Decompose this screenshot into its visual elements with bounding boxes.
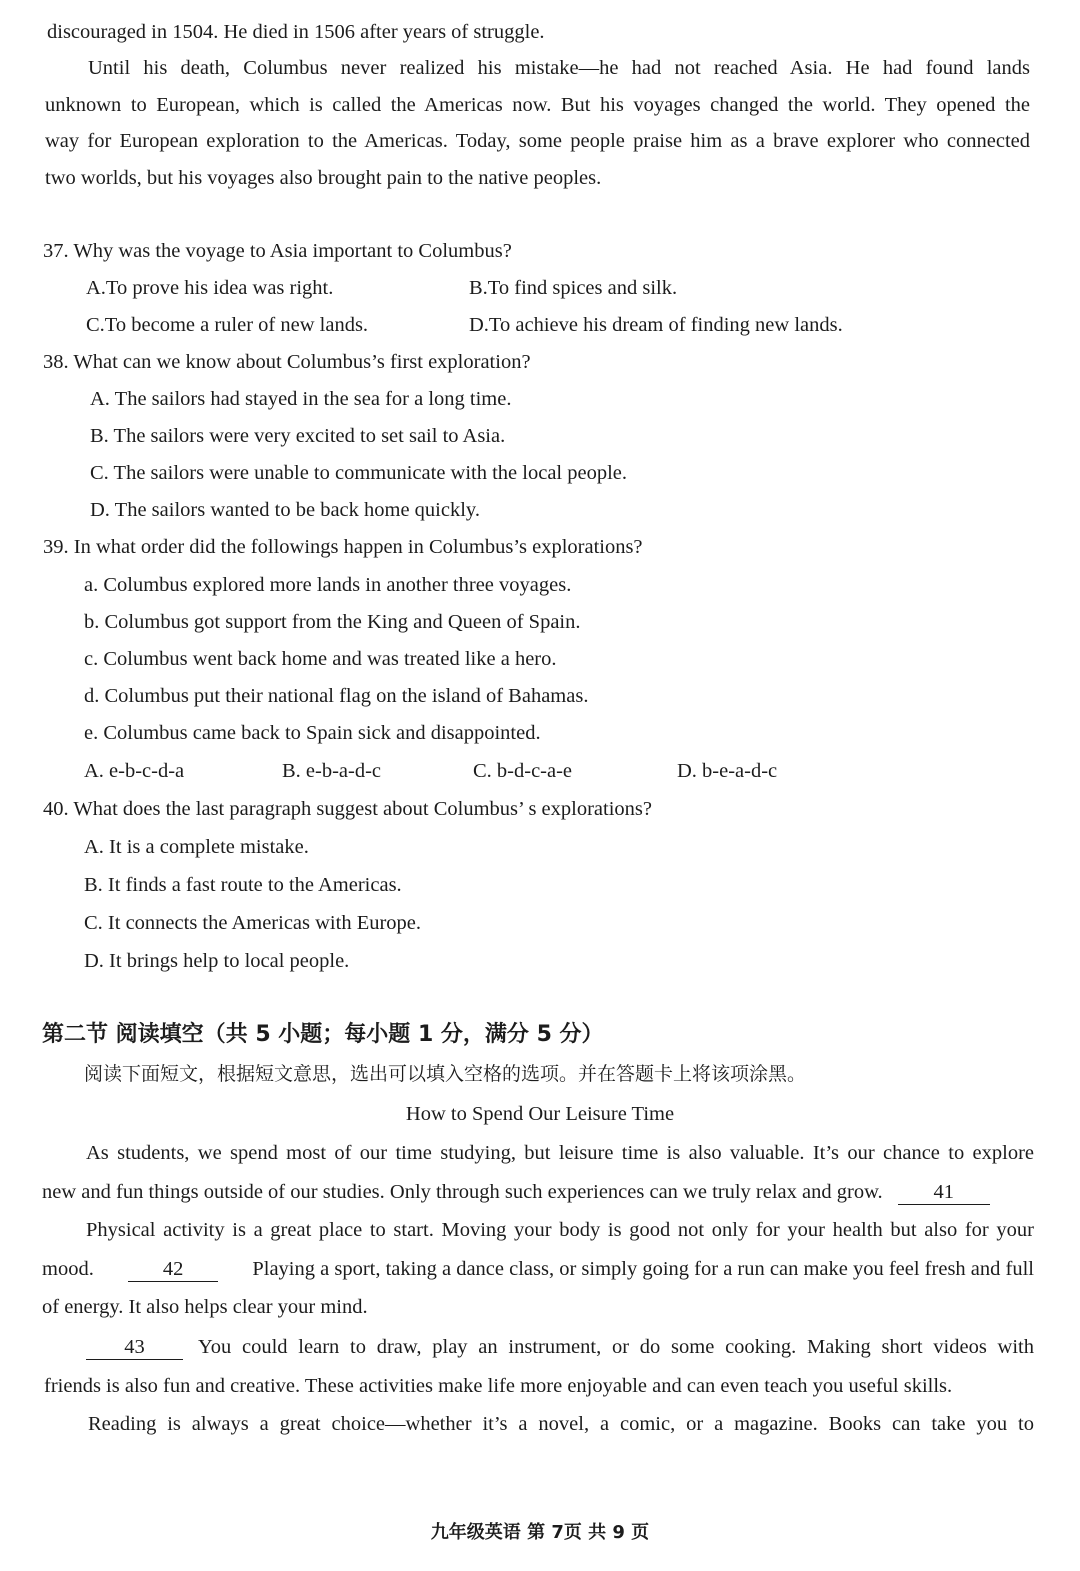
- section-instruction: 阅读下面短文，根据短文意思，选出可以填入空格的选项。并在答题卡上将该项涂黑。: [84, 1063, 807, 1085]
- passage-line: [42, 1259, 1034, 1282]
- passage-line: [42, 1182, 990, 1205]
- option-39-a: A. e-b-c-d-a: [84, 760, 185, 782]
- passage-text: mood.: [42, 1258, 94, 1280]
- option-39-d: D. b-e-a-d-c: [677, 760, 778, 782]
- passage-line: unknown to European, which is called the Americas now. But his voyages changed the world. They opened the: [45, 94, 1030, 116]
- option-40-a: A. It is a complete mistake.: [84, 836, 309, 858]
- passage-line: As students, we spend most of our time studying, but leisure time is also valuable. It’s our chance to explore: [86, 1142, 1034, 1164]
- option-38-a: A. The sailors had stayed in the sea for a long time.: [90, 388, 512, 410]
- passage-line: way for European exploration to the Americas. Today, some people praise him as a brave explorer who connected: [45, 130, 1030, 152]
- passage-text: Playing a sport, taking a dance class, or simply going for a run can make you feel fresh and full: [252, 1258, 1034, 1280]
- blank-41: 41: [898, 1182, 990, 1205]
- option-37-a: A.To prove his idea was right.: [86, 277, 334, 299]
- event-a: a. Columbus explored more lands in another three voyages.: [84, 574, 572, 596]
- event-c: c. Columbus went back home and was treated like a hero.: [84, 648, 557, 670]
- option-37-b: B.To find spices and silk.: [469, 277, 678, 299]
- option-39-b: B. e-b-a-d-c: [282, 760, 382, 782]
- question-38-stem: 38. What can we know about Columbus’s first exploration?: [43, 351, 531, 373]
- passage-line: Reading is always a great choice—whether it’s a novel, a comic, or a magazine. Books can take you to: [88, 1413, 1034, 1435]
- option-40-b: B. It finds a fast route to the Americas.: [84, 874, 402, 896]
- option-37-d: D.To achieve his dream of finding new lands.: [469, 314, 843, 336]
- event-e: e. Columbus came back to Spain sick and disappointed.: [84, 722, 541, 744]
- passage-line: Physical activity is a great place to start. Moving your body is good not only for your health but also for your: [86, 1219, 1034, 1241]
- option-38-b: B. The sailors were very excited to set sail to Asia.: [90, 425, 506, 447]
- option-37-c: C.To become a ruler of new lands.: [86, 314, 369, 336]
- passage-text: You could learn to draw, play an instrument, or do some cooking. Making short videos with: [198, 1336, 1034, 1358]
- blank-43: 43: [86, 1337, 183, 1360]
- option-40-c: C. It connects the Americas with Europe.: [84, 912, 422, 934]
- passage-line: discouraged in 1504. He died in 1506 after years of struggle.: [47, 21, 545, 43]
- blank-42: 42: [128, 1259, 218, 1282]
- passage-line: of energy. It also helps clear your mind.: [42, 1296, 368, 1318]
- passage-text: new and fun things outside of our studies. Only through such experiences can we truly relax and grow.: [42, 1181, 883, 1203]
- passage-line: two worlds, but his voyages also brought pain to the native peoples.: [45, 167, 602, 189]
- option-39-c: C. b-d-c-a-e: [473, 760, 573, 782]
- passage-line: [86, 1337, 1034, 1360]
- question-39-stem: 39. In what order did the followings happen in Columbus’s explorations?: [43, 536, 643, 558]
- option-38-d: D. The sailors wanted to be back home quickly.: [90, 499, 480, 521]
- page-footer: 九年级英语 第 7页 共 9 页: [430, 1522, 650, 1543]
- passage-line: friends is also fun and creative. These activities make life more enjoyable and can even teach you useful skills.: [44, 1375, 953, 1397]
- option-38-c: C. The sailors were unable to communicate with the local people.: [90, 462, 628, 484]
- option-40-d: D. It brings help to local people.: [84, 950, 350, 972]
- event-d: d. Columbus put their national flag on the island of Bahamas.: [84, 685, 589, 707]
- passage-title: How to Spend Our Leisure Time: [405, 1103, 675, 1125]
- passage-line: Until his death, Columbus never realized his mistake—he had not reached Asia. He had found lands: [88, 57, 1030, 79]
- event-b: b. Columbus got support from the King and Queen of Spain.: [84, 611, 581, 633]
- section-heading: 第二节 阅读填空（共 5 小题；每小题 1 分，满分 5 分）: [42, 1022, 604, 1047]
- question-40-stem: 40. What does the last paragraph suggest about Columbus’ s explorations?: [43, 798, 652, 820]
- question-37-stem: 37. Why was the voyage to Asia important to Columbus?: [43, 240, 512, 262]
